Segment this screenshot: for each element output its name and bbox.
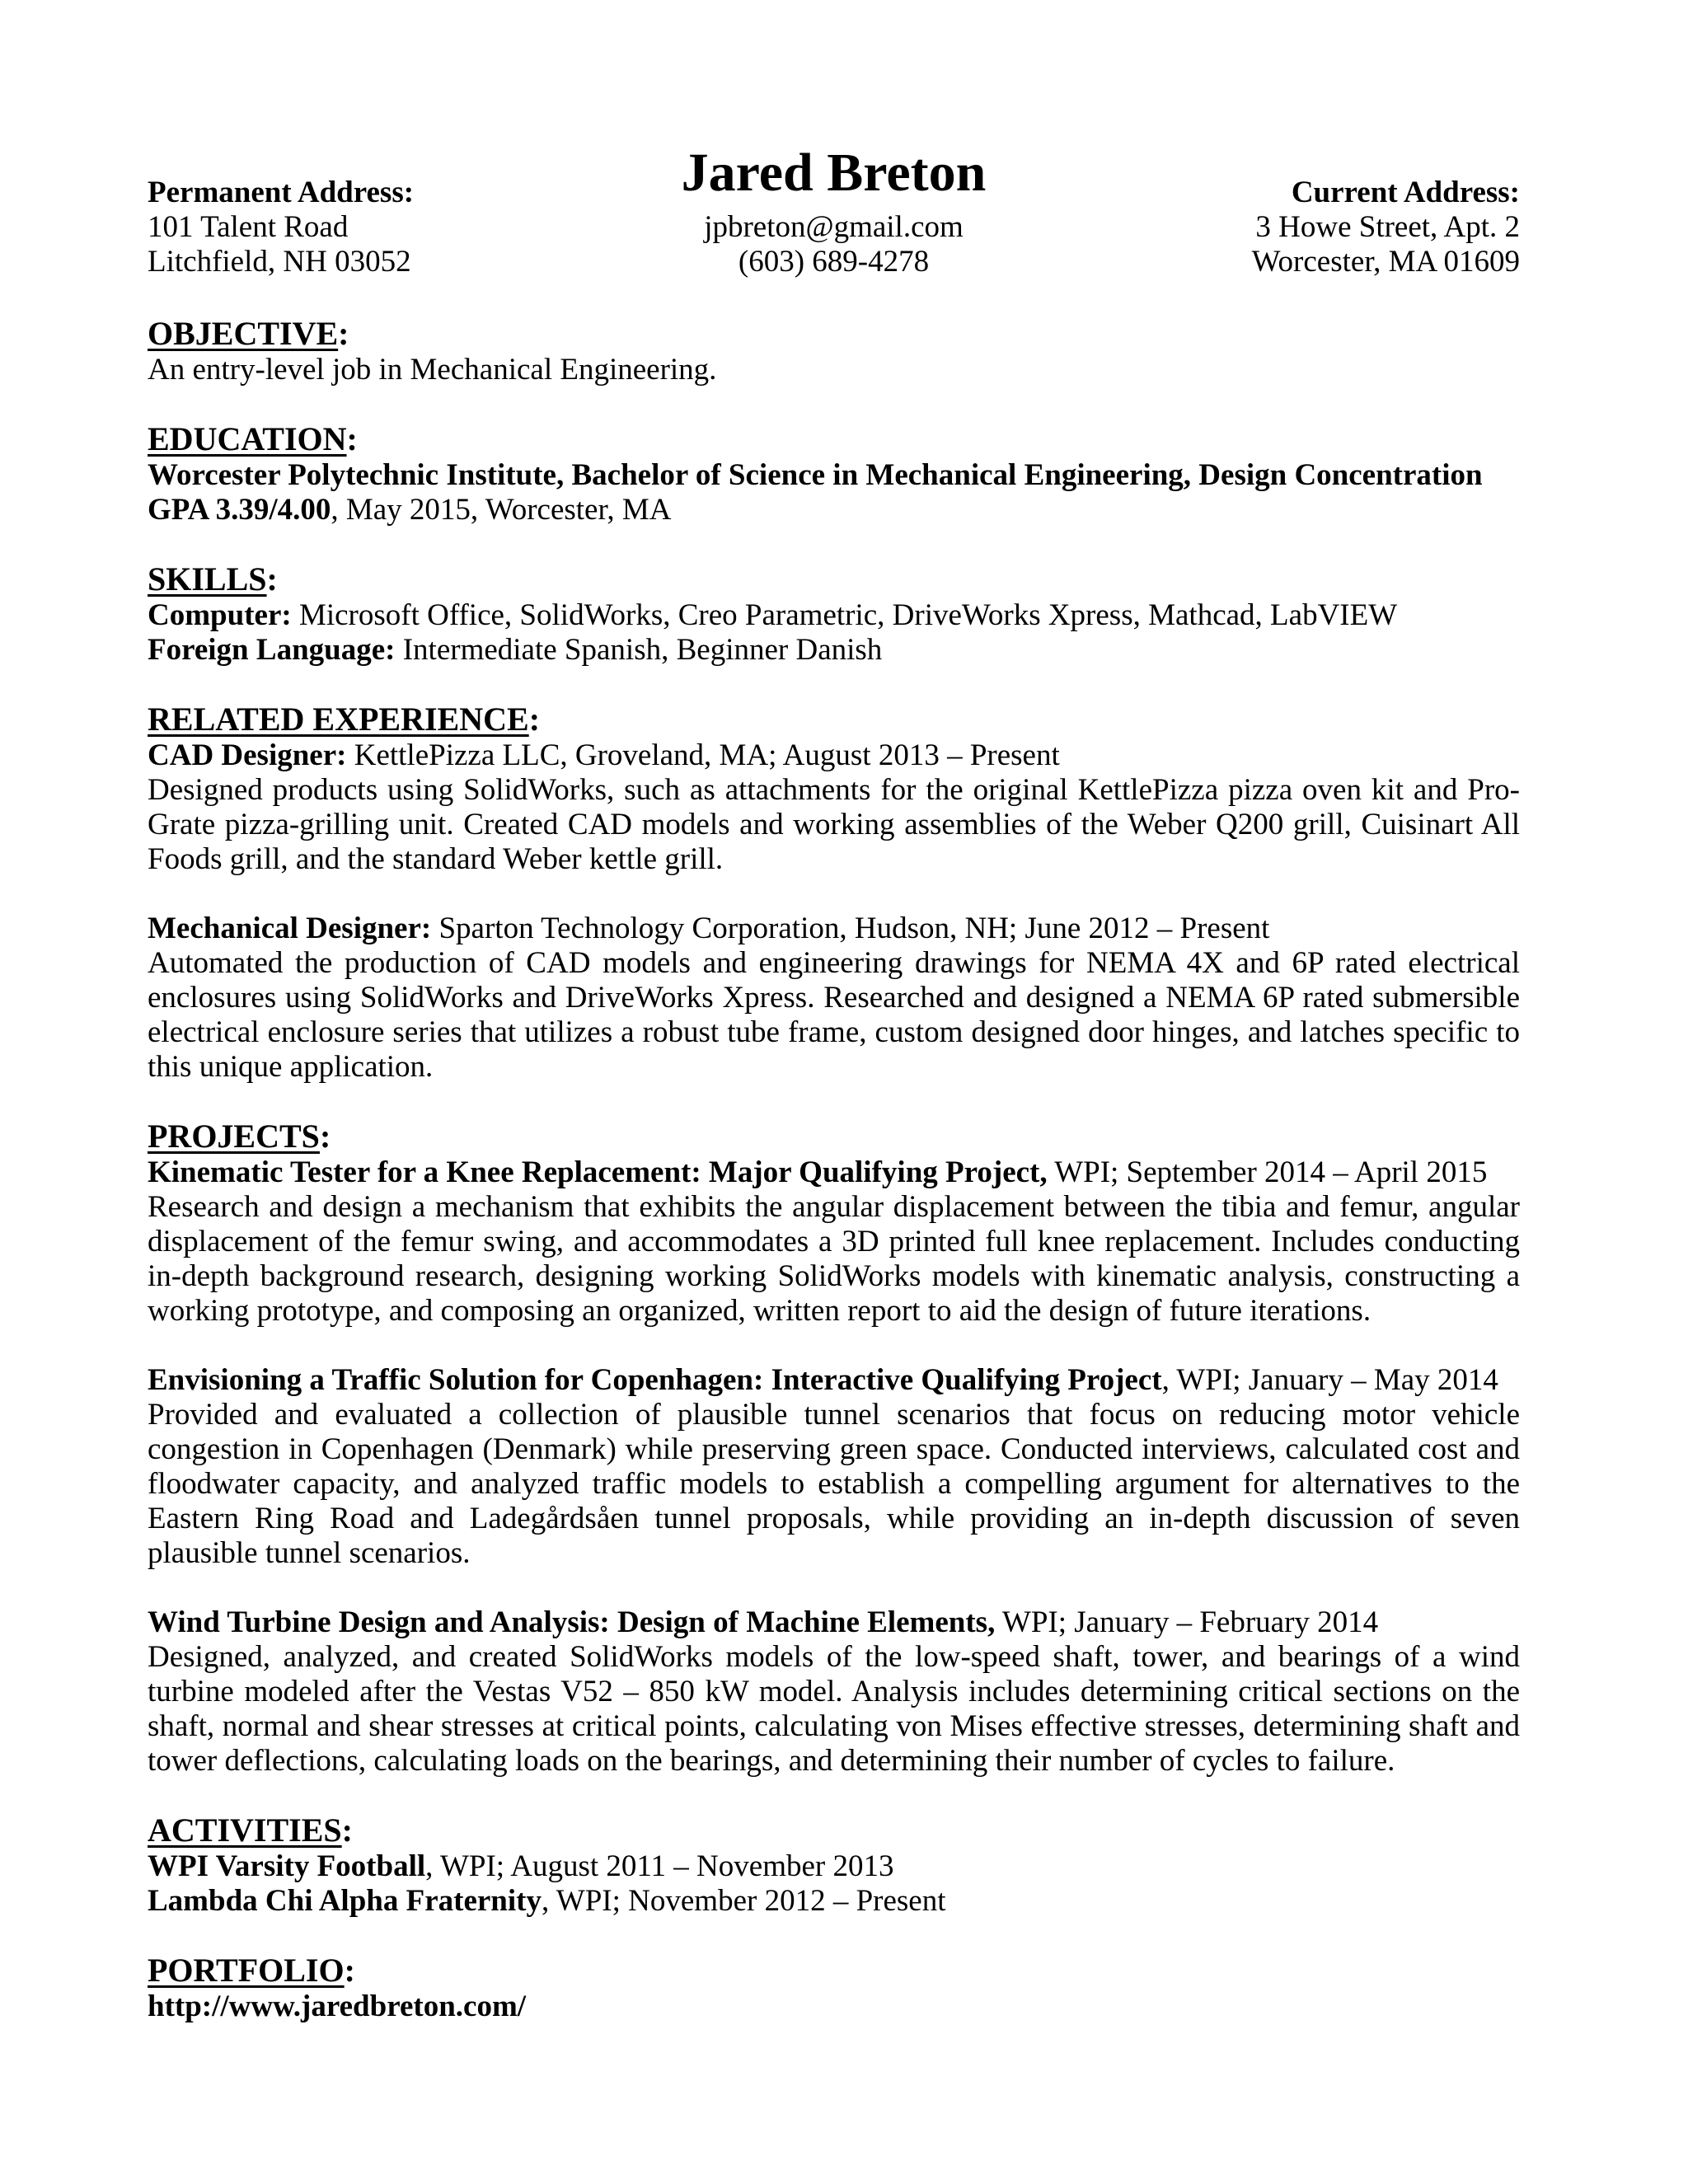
activity-item: Lambda Chi Alpha Fraternity, WPI; November 2012 – Present [148,1884,946,1918]
project-description: Provided and evaluated a collection of plausible tunnel scenarios that focus on reducing motor vehicle congestion in Copenhagen (Denmark) while preserving green space. Conducted interviews, calculated cost and floodwater capacity, and analyzed traffic models to establish a compelling argument for alternatives to the Eastern Ring Road and Ladegårdsåen tunnel proposals, while providing an in-depth discussion of seven plausible tunnel scenarios. [148,1398,1520,1570]
project-description: Designed, analyzed, and created SolidWorks models of the low-speed shaft, tower, and bearings of a wind turbine modeled after the Vestas V52 – 850 kW model. Analysis includes determining critical sections on the shaft, normal and shear stresses at critical points, calculating von Mises effective stresses, determining shaft and tower deflections, calculating loads on the bearings, and determining their number of cycles to failure. [148,1640,1520,1778]
activity-item: WPI Varsity Football, WPI; August 2011 – November 2013 [148,1849,894,1883]
portfolio-line [148,1990,1520,2024]
section-heading-portfolio: PORTFOLIO: [148,1952,355,1989]
education-date-location: , May 2015, Worcester, MA [331,493,672,527]
permanent-address [148,176,414,279]
experience-section [148,701,1520,1085]
projects-section [148,1118,1520,1779]
experience-title-line: Mechanical Designer: Sparton Technology Corporation, Hudson, NH; June 2012 – Present [148,912,1270,945]
project-entry [148,1363,1520,1571]
experience-entry [148,738,1520,877]
contact-phone: (603) 689-4278 [738,245,930,279]
section-heading-activities: ACTIVITIES: [148,1811,353,1849]
project-entry [148,1605,1520,1779]
section-heading-projects: PROJECTS: [148,1118,331,1155]
permanent-address-line2: Litchfield, NH 03052 [148,245,411,279]
section-heading-skills: SKILLS: [148,560,278,598]
section-heading-experience: RELATED EXPERIENCE: [148,701,541,738]
activities-section [148,1811,1520,1919]
current-address-line1: 3 Howe Street, Apt. 2 [1255,210,1520,244]
project-title-line: Envisioning a Traffic Solution for Copenhagen: Interactive Qualifying Project, WPI; January – May 2014 [148,1363,1498,1397]
experience-description: Automated the production of CAD models and engineering drawings for NEMA 4X and 6P rated electrical enclosures using SolidWorks and DriveWorks Xpress. Researched and designed a NEMA 6P rated submersible electrical enclosure series that utilizes a robust tube frame, custom designed door hinges, and latches specific to this unique application. [148,946,1520,1084]
objective-text: An entry-level job in Mechanical Engineering. [148,353,717,387]
skills-language: Foreign Language: Intermediate Spanish, Beginner Danish [148,633,883,667]
permanent-address-label: Permanent Address: [148,176,415,209]
resume-body [148,315,1520,2057]
experience-entry [148,912,1520,1085]
education-gpa: GPA 3.39/4.00 [148,493,331,527]
section-heading-objective: OBJECTIVE: [148,315,349,352]
candidate-name: Jared Breton [681,143,987,203]
portfolio-section [148,1952,1520,2024]
project-title-line: Kinematic Tester for a Knee Replacement: Major Qualifying Project, WPI; September 2014 – April 2015 [148,1155,1488,1189]
section-heading-education: EDUCATION: [148,420,358,457]
project-title-line: Wind Turbine Design and Analysis: Design of Machine Elements, WPI; January – February 2014 [148,1605,1379,1639]
experience-description: Designed products using SolidWorks, such as attachments for the original KettlePizza pizza oven kit and Pro-Grate pizza-grilling unit. Created CAD models and working assemblies of the Weber Q200 grill, Cuisinart All Foods grill, and the standard Weber kettle grill. [148,773,1520,876]
education-section [148,420,1520,527]
objective-section [148,315,1520,387]
experience-title-line: CAD Designer: KettlePizza LLC, Groveland, MA; August 2013 – Present [148,738,1060,772]
project-description: Research and design a mechanism that exhibits the angular displacement between the tibia and femur, angular displacement of the femur swing, and accommodates a 3D printed full knee replacement. Includes conducting in-depth background research, designing working SolidWorks models with kinematic analysis, constructing a working prototype, and composing an organized, written report to aid the design of future iterations. [148,1190,1520,1328]
contact-email[interactable]: jpbreton@gmail.com [704,210,964,244]
skills-section [148,560,1520,668]
resume-header [148,140,1520,288]
project-entry [148,1155,1520,1329]
education-gpa-line [148,493,1520,527]
skills-computer: Computer: Microsoft Office, SolidWorks, Creo Parametric, DriveWorks Xpress, Mathcad, LabVIEW [148,598,1398,632]
portfolio-link[interactable]: http://www.jaredbreton.com/ [148,1990,527,2023]
current-address-line2: Worcester, MA 01609 [1251,245,1520,279]
current-address [1252,176,1520,279]
education-degree: Worcester Polytechnic Institute, Bachelor of Science in Mechanical Engineering, Design Concentration [148,458,1483,492]
permanent-address-line1: 101 Talent Road [148,210,349,244]
current-address-label: Current Address: [1291,176,1520,209]
